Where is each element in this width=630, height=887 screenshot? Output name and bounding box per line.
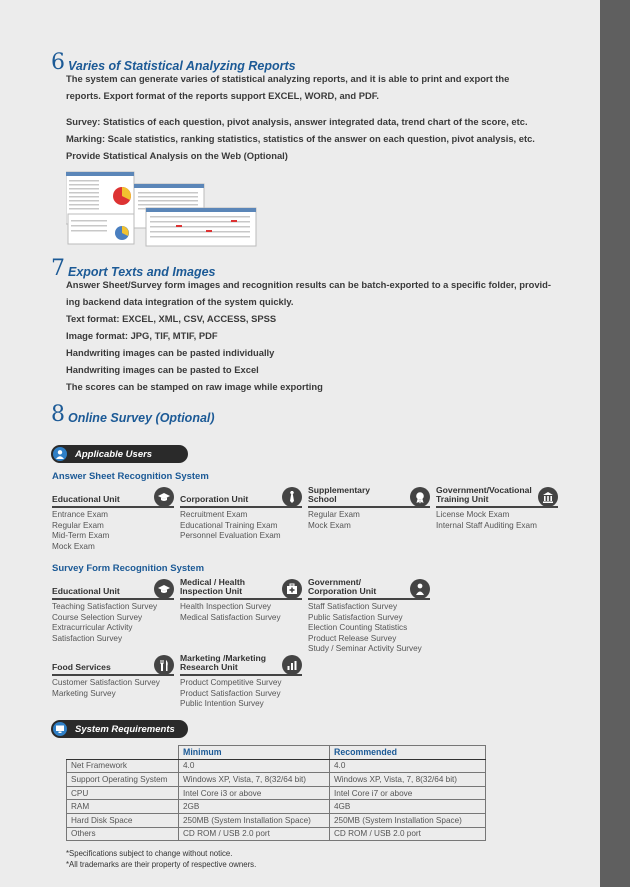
table-cell: Windows XP, Vista, 7, 8(32/64 bit) <box>179 773 330 787</box>
unit-card <box>180 652 302 710</box>
graduation-cap-icon <box>154 579 174 599</box>
section-title: Export Texts and Images <box>68 265 216 279</box>
paragraph-line: Handwriting images can be pasted individually <box>66 347 275 358</box>
person-icon <box>410 579 430 599</box>
section-number: 6 <box>51 50 65 75</box>
table-cell: 4.0 <box>179 759 330 773</box>
table-row <box>67 827 486 841</box>
unit-card <box>308 576 430 655</box>
section-6-list <box>66 113 556 164</box>
requirements-table <box>66 745 486 841</box>
necktie-icon <box>282 487 302 507</box>
pill-text: System Requirements <box>75 723 175 735</box>
fork-knife-icon <box>154 655 174 675</box>
unit-item: Election Counting Statistics <box>308 623 408 633</box>
user-icon <box>53 447 67 461</box>
applicable-users-label <box>51 445 188 463</box>
survey-form-system-title: Survey Form Recognition System <box>52 563 205 574</box>
unit-card <box>180 484 302 542</box>
table-cell: Net Framework <box>67 759 179 773</box>
table-cell: 250MB (System Installation Space) <box>330 813 486 827</box>
unit-item: Educational Training Exam <box>180 520 278 530</box>
unit-item: Satisfaction Survey <box>52 633 123 643</box>
table-cell: 2GB <box>179 800 330 814</box>
table-header-row <box>67 746 486 760</box>
unit-item: Internal Staff Auditing Exam <box>436 520 537 530</box>
unit-item: Entrance Exam <box>52 510 108 519</box>
unit-item: Extracurricular Activity <box>52 623 133 633</box>
section-title: Varies of Statistical Analyzing Reports <box>68 59 296 73</box>
report-screenshots-thumbnail <box>66 170 258 248</box>
table-cell: Hard Disk Space <box>67 813 179 827</box>
pill-text: Applicable Users <box>75 448 153 460</box>
unit-item: Regular Exam <box>308 510 360 519</box>
unit-item: Personnel Evaluation Exam <box>180 531 281 541</box>
graduation-cap-icon <box>154 487 174 507</box>
footnotes <box>66 848 256 870</box>
unit-item: License Mock Exam <box>436 510 510 519</box>
table-cell: 4.0 <box>330 759 486 773</box>
paragraph-line: Survey: Statistics of each question, pivot analysis, answer integrated data, trend chart of the score, etc. <box>66 116 528 127</box>
unit-item: Public Intention Survey <box>180 699 264 709</box>
unit-item: Staff Satisfaction Survey <box>308 602 398 611</box>
unit-item: Mock Exam <box>52 541 95 551</box>
unit-item: Study / Seminar Activity Survey <box>308 644 422 654</box>
medical-kit-icon <box>282 579 302 599</box>
table-cell: CD ROM / USB 2.0 port <box>330 827 486 841</box>
unit-item: Regular Exam <box>52 520 104 530</box>
right-sidebar-bar <box>600 0 630 887</box>
table-cell: CPU <box>67 786 179 800</box>
bar-chart-icon <box>282 655 302 675</box>
table-cell: Windows XP, Vista, 7, 8(32/64 bit) <box>330 773 486 787</box>
unit-card <box>180 576 302 623</box>
unit-name: Supplementary School <box>308 485 371 504</box>
unit-name: Government/ Corporation Unit <box>308 577 377 596</box>
section-number: 7 <box>51 256 65 281</box>
footnote: *Specifications subject to change without notice. <box>66 849 233 858</box>
paragraph-line: Image format: JPG, TIF, MTIF, PDF <box>66 330 218 341</box>
unit-item: Customer Satisfaction Survey <box>52 678 160 687</box>
unit-item: Health Inspection Survey <box>180 602 272 611</box>
table-cell: 4GB <box>330 800 486 814</box>
unit-item: Teaching Satisfaction Survey <box>52 602 158 611</box>
table-cell: Intel Core i7 or above <box>330 786 486 800</box>
medal-icon <box>410 487 430 507</box>
table-row <box>67 800 486 814</box>
unit-item: Recruitment Exam <box>180 510 248 519</box>
table-row <box>67 759 486 773</box>
paragraph-line: Marking: Scale statistics, ranking statistics, statistics of the answer on each question, pivot analysis, etc. <box>66 133 535 144</box>
column-header: Minimum <box>179 746 330 760</box>
section-8-heading <box>51 404 215 426</box>
unit-card <box>52 576 174 644</box>
paragraph-line: Text format: EXCEL, XML, CSV, ACCESS, SPSS <box>66 313 277 324</box>
table-row <box>67 786 486 800</box>
section-title: Online Survey (Optional) <box>68 411 215 425</box>
paragraph-line: The scores can be stamped on raw image while exporting <box>66 381 323 392</box>
section-number: 8 <box>51 402 65 427</box>
table-cell: Intel Core i3 or above <box>179 786 330 800</box>
table-cell: 250MB (System Installation Space) <box>179 813 330 827</box>
paragraph-line: reports. Export format of the reports support EXCEL, WORD, and PDF. <box>66 90 380 101</box>
monitor-icon <box>53 722 67 736</box>
table-cell: Support Operating System <box>67 773 179 787</box>
unit-name: Corporation Unit <box>180 494 249 504</box>
unit-item: Product Satisfaction Survey <box>180 688 281 698</box>
paragraph-line: The system can generate varies of statistical analyzing reports, and it is able to print and export the <box>66 73 510 84</box>
unit-card <box>436 484 558 531</box>
section-7-body <box>66 276 556 395</box>
building-icon <box>538 487 558 507</box>
column-header <box>67 746 179 760</box>
unit-card <box>52 484 174 552</box>
unit-card <box>308 484 430 531</box>
section-6-body <box>66 70 556 104</box>
table-row <box>67 813 486 827</box>
unit-item: Mock Exam <box>308 520 351 530</box>
unit-name: Educational Unit <box>52 494 120 504</box>
paragraph-line: ing backend data integration of the system quickly. <box>66 296 294 307</box>
unit-item: Product Release Survey <box>308 633 397 643</box>
paragraph-line: Provide Statistical Analysis on the Web (Optional) <box>66 150 288 161</box>
unit-name: Government/Vocational Training Unit <box>436 485 532 504</box>
table-cell: RAM <box>67 800 179 814</box>
column-header: Recommended <box>330 746 486 760</box>
table-row <box>67 773 486 787</box>
paragraph-line: Answer Sheet/Survey form images and recognition results can be batch-exported to a specific folder, provid- <box>66 279 552 290</box>
answer-sheet-system-title: Answer Sheet Recognition System <box>52 471 209 482</box>
unit-item: Marketing Survey <box>52 688 116 698</box>
unit-item: Mid-Term Exam <box>52 531 110 541</box>
paragraph-line: Handwriting images can be pasted to Excel <box>66 364 259 375</box>
footnote: *All trademarks are their property of respective owners. <box>66 860 257 869</box>
unit-name: Marketing /Marketing Research Unit <box>180 653 266 672</box>
unit-name: Food Services <box>52 662 111 672</box>
unit-name: Educational Unit <box>52 586 120 596</box>
unit-item: Public Satisfaction Survey <box>308 612 403 622</box>
unit-card <box>52 652 174 699</box>
unit-item: Medical Satisfaction Survey <box>180 612 281 622</box>
unit-item: Product Competitive Survey <box>180 678 282 687</box>
table-cell: Others <box>67 827 179 841</box>
table-cell: CD ROM / USB 2.0 port <box>179 827 330 841</box>
system-requirements-label <box>51 720 188 738</box>
unit-name: Medical / Health Inspection Unit <box>180 577 245 596</box>
unit-item: Course Selection Survey <box>52 612 143 622</box>
